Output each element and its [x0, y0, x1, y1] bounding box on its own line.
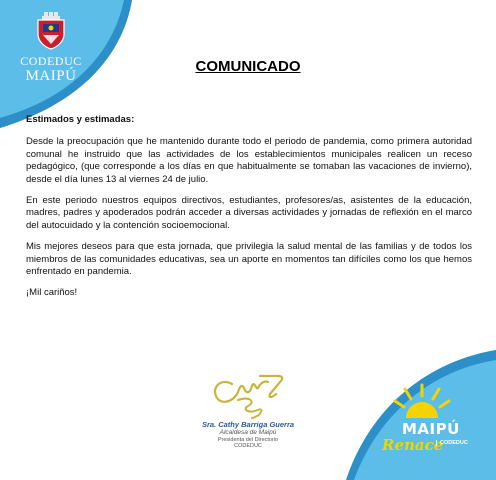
- signatory-name: Sra. Cathy Barriga Guerra: [201, 420, 295, 429]
- logo-text-codeduc: CODEDUC: [20, 54, 82, 68]
- brand-renace: Renace: [382, 436, 444, 454]
- paragraph-receso: Desde la preocupación que he mantenido durante todo el periodo de pandemia, como primera autoridad comunal he instruido que las actividades de los establecimientos municipales realicen un receso pedagógico, (que corresponde a los días en que habitualmente se tomaban las vacaciones de invierno), desde el día lunes 13 al viernes 24 de julio.: [26, 136, 472, 185]
- paragraph-actividades: En este periodo nuestros equipos directivos, estudiantes, profesores/as, asistentes de la educación, madres, padres y apoderados podrán acceder a diversas actividades y jornadas de reflexión en el marco del autocuidado y la contención socioemocional.: [26, 195, 472, 231]
- greeting: Estimados y estimadas:: [26, 114, 135, 125]
- signature-block: [170, 366, 326, 450]
- brand-maipu: MAIPÚ: [402, 420, 460, 438]
- signatory-subtitle: Presidenta del Directorio: [217, 436, 279, 443]
- signatory-role: Alcaldesa de Maipú: [219, 429, 277, 436]
- handwritten-signature: [198, 366, 298, 422]
- signatory-org: CODEDUC: [234, 443, 262, 449]
- brand-codeduc: CODEDUC: [436, 440, 468, 446]
- paragraph-deseos: Mis mejores deseos para que esta jornada, que privilegia la salud mental de las familias y de todos los miembros de las comunidades educativas, sea un aporte en momentos tan difíciles como los que hemos enfrentado en pandemia.: [26, 241, 472, 278]
- maipu-renace-logo: [378, 382, 488, 474]
- logo-text-maipu: MAIPÚ: [25, 68, 77, 84]
- sun-icon: [392, 382, 452, 422]
- document-title: COMUNICADO: [195, 58, 301, 75]
- document-body: [26, 114, 472, 300]
- closing-line: ¡Mil cariños!: [26, 287, 78, 299]
- municipal-shield-icon: [35, 12, 67, 50]
